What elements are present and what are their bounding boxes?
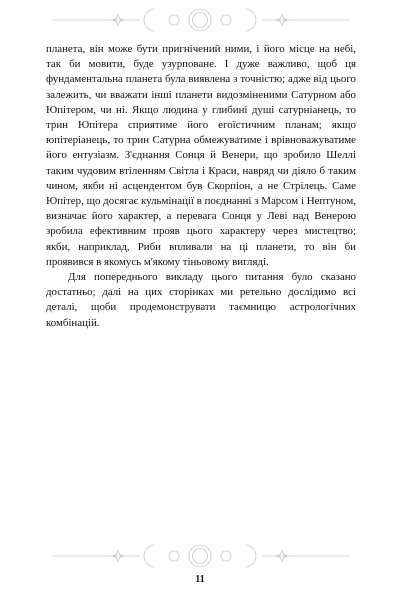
paragraph-continued: планета, він може бути пригнічений ними, і його місце на небі, так би мовити, буде узурповане. І дуже важливо, щоб ця фундаментальна планета була виявлена з точністю; адже від цього залежить, чи вважати інші планети видозміненими Сатурном або Юпітером, чи ні. Якщо людина у глибині душі сатурніанець, то трин Юпітера сприятиме його егоїстичним планам; якщо юпітеріанець, то трин Сатурна обмежуватиме і врівноважуватиме його ентузіазм. З'єднання Сонця й Венери, що зробило Шеллі таким чудовим втіленням Світла і Краси, навряд чи діяло б таким чином, якби ні асцендентом був Скорпіон, а не Стрілець. Саме Юпітер, що досягає кульмінації в поєднанні з Марсом і Нептуном, визначає його характер, а перевага Сонця у Леві над Венерою зробила ефективним прояв цього характеру через мистецтво; якби, наприклад, Риби впливали на ці планети, то він би проявився в якомусь м'якому тіньовому вигляді. bbox=[46, 43, 356, 268]
page-text bbox=[46, 42, 356, 331]
paragraph: Для попереднього викладу цього питання було сказано достатньо; далі на цих сторінках ми ретельно дослідимо всі деталі, щоби продемонструвати таємницю астрологічних комбінацій. bbox=[46, 271, 356, 329]
page-number: 11 bbox=[195, 574, 205, 585]
bottom-celestial-ornament-icon bbox=[0, 536, 400, 576]
top-celestial-ornament-icon bbox=[0, 0, 400, 40]
